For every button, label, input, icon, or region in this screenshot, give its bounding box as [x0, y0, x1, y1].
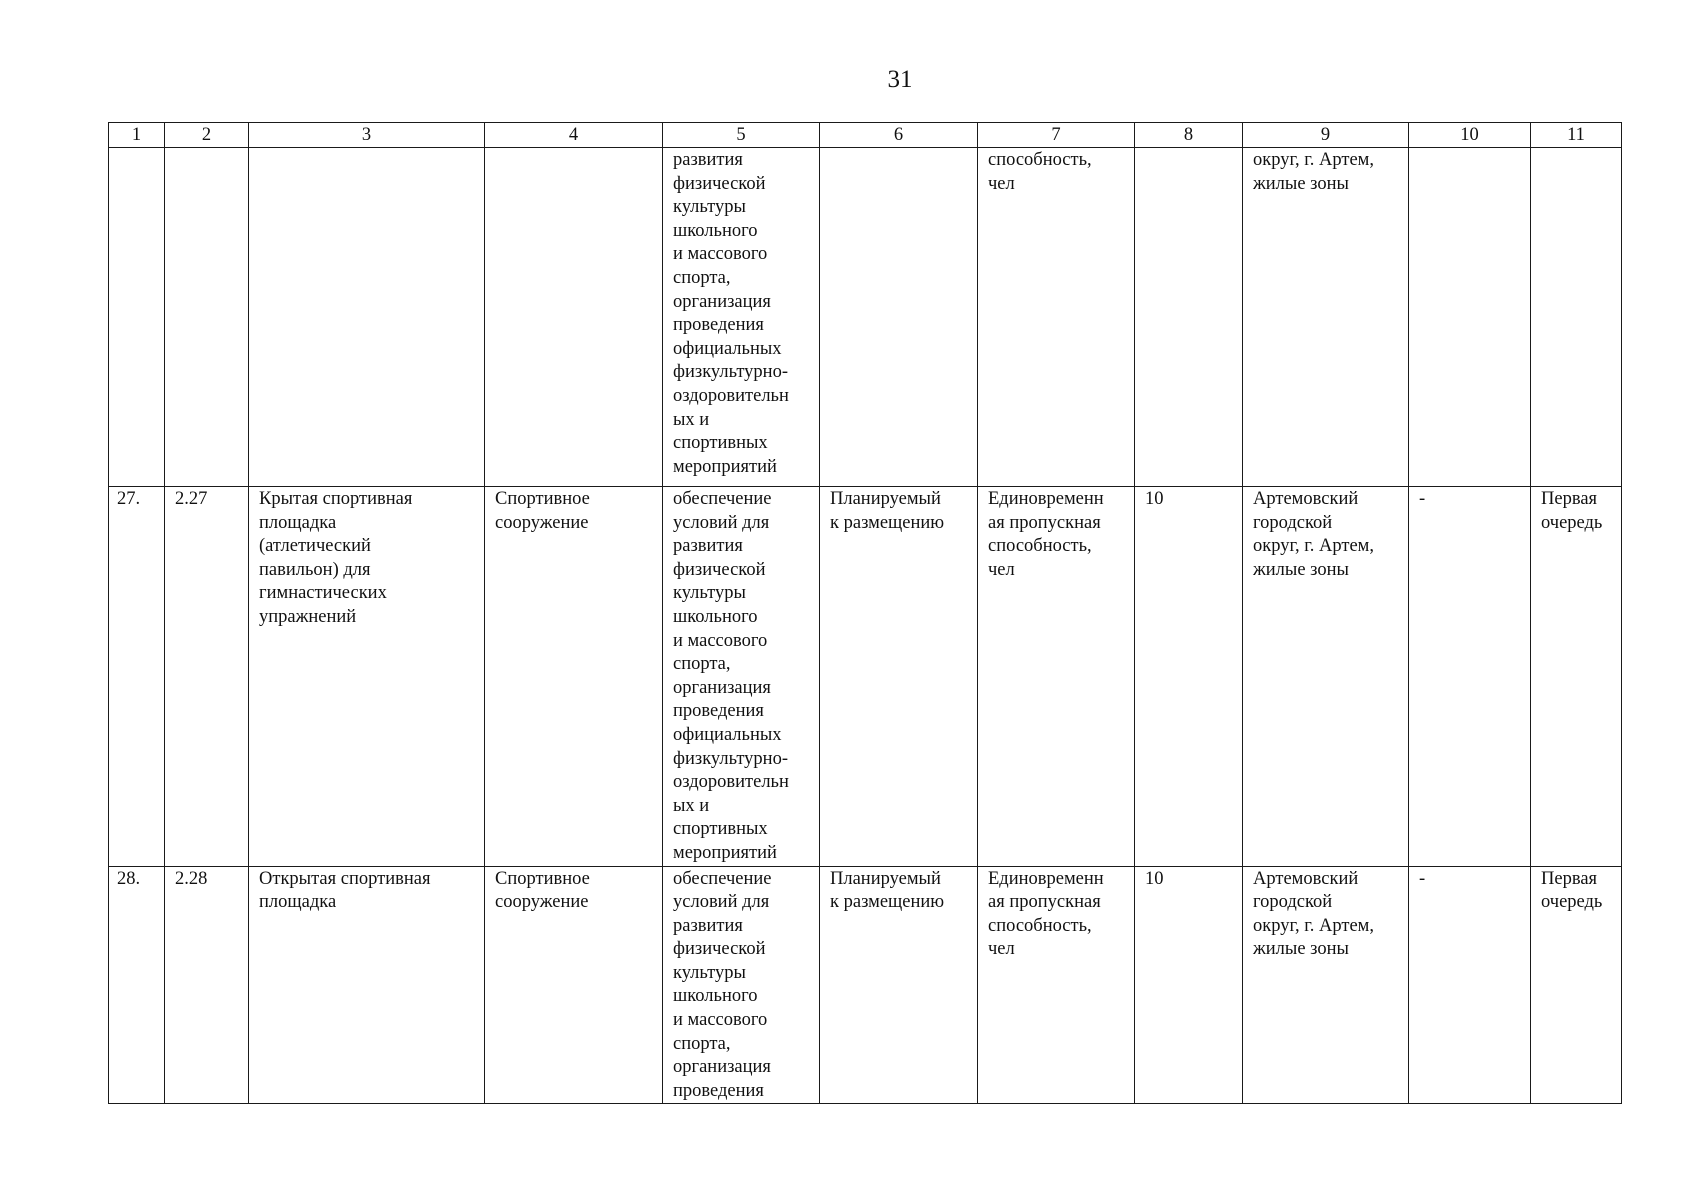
characteristic-cell: способность, чел [978, 148, 1135, 487]
page-number: 31 [887, 66, 913, 93]
object-name-cell: Крытая спортивная площадка (атлетический павильон) для гимнастических упражнений [249, 487, 485, 867]
object-name-cell [249, 148, 485, 487]
object-name-cell: Открытая спортивная площадка [249, 866, 485, 1104]
zone-cell [1409, 148, 1531, 487]
status-cell [820, 148, 978, 487]
location-cell: Артемовский городской округ, г. Артем, жилые зоны [1243, 866, 1409, 1104]
object-type-cell [485, 148, 663, 487]
stage-cell: Первая очередь [1531, 487, 1622, 867]
object-type-cell: Спортивное сооружение [485, 487, 663, 867]
table-row [109, 487, 1622, 867]
characteristic-cell: Единовременн ая пропускная способность, чел [978, 866, 1135, 1104]
column-header: 2 [165, 123, 249, 148]
column-header: 6 [820, 123, 978, 148]
value-cell [1135, 148, 1243, 487]
value-cell: 10 [1135, 866, 1243, 1104]
column-header: 4 [485, 123, 663, 148]
stage-cell [1531, 148, 1622, 487]
location-cell: округ, г. Артем, жилые зоны [1243, 148, 1409, 487]
column-header: 7 [978, 123, 1135, 148]
table-row [109, 148, 1622, 487]
objects-table [108, 122, 1622, 1104]
characteristic-cell: Единовременн ая пропускная способность, чел [978, 487, 1135, 867]
column-header: 3 [249, 123, 485, 148]
purpose-cell: обеспечение условий для развития физической культуры школьного и массового спорта, организация проведения официальных физкультурно- оздоровительн ых и спортивных мероприятий [663, 487, 820, 867]
zone-cell: - [1409, 487, 1531, 867]
column-header: 8 [1135, 123, 1243, 148]
column-header: 5 [663, 123, 820, 148]
object-code-cell [165, 148, 249, 487]
zone-cell: - [1409, 866, 1531, 1104]
column-header: 11 [1531, 123, 1622, 148]
column-header: 10 [1409, 123, 1531, 148]
object-code-cell: 2.27 [165, 487, 249, 867]
column-header: 1 [109, 123, 165, 148]
status-cell: Планируемый к размещению [820, 487, 978, 867]
value-cell: 10 [1135, 487, 1243, 867]
column-header: 9 [1243, 123, 1409, 148]
object-code-cell: 2.28 [165, 866, 249, 1104]
row-number-cell: 28. [109, 866, 165, 1104]
purpose-cell: обеспечение условий для развития физической культуры школьного и массового спорта, организация проведения [663, 866, 820, 1104]
row-number-cell [109, 148, 165, 487]
table-row [109, 866, 1622, 1104]
status-cell: Планируемый к размещению [820, 866, 978, 1104]
row-number-cell: 27. [109, 487, 165, 867]
stage-cell: Первая очередь [1531, 866, 1622, 1104]
object-type-cell: Спортивное сооружение [485, 866, 663, 1104]
header-row [109, 123, 1622, 148]
location-cell: Артемовский городской округ, г. Артем, жилые зоны [1243, 487, 1409, 867]
purpose-cell: развития физической культуры школьного и массового спорта, организация проведения официальных физкультурно- оздоровительн ых и спортивных мероприятий [663, 148, 820, 487]
